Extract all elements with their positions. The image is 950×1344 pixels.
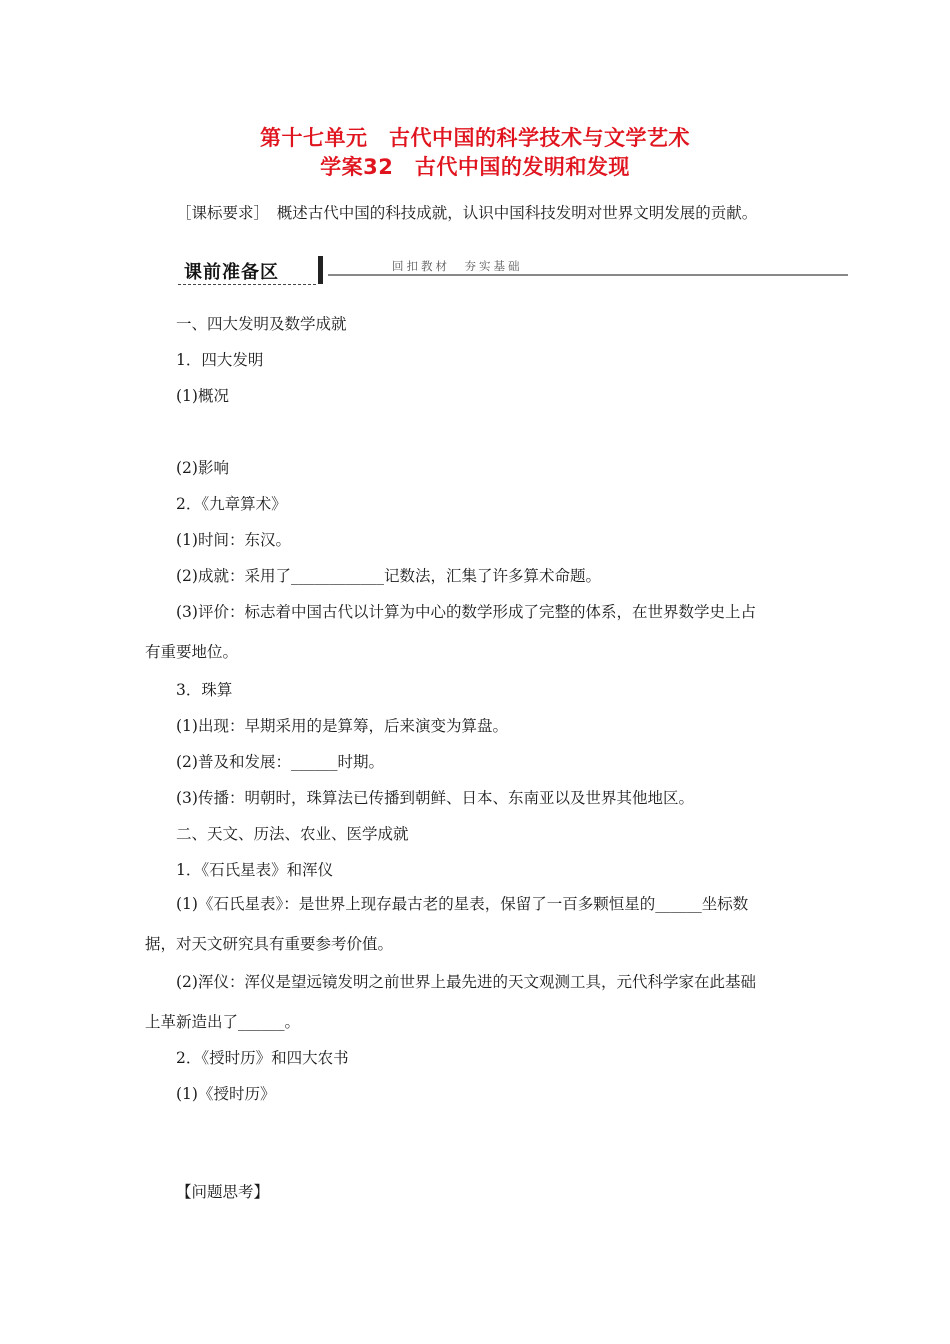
item-shoushi-calendar: (1)《授时历》 xyxy=(176,1085,276,1103)
item-influence: (2)影响 xyxy=(176,459,229,477)
item-popularization: (2)普及和发展：______时期。 xyxy=(176,753,384,771)
lesson-title: 学案32 古代中国的发明和发现 xyxy=(320,155,630,179)
subheading-calendar: 2．《授时历》和四大农书 xyxy=(176,1049,349,1067)
item-evaluation-cont: 有重要地位。 xyxy=(145,643,239,661)
item-appearance: (1)出现：早期采用的是算筹，后来演变为算盘。 xyxy=(176,717,508,735)
unit-title: 第十七单元 古代中国的科学技术与文学艺术 xyxy=(260,126,690,150)
heading-four-inventions-math: 一、四大发明及数学成就 xyxy=(176,315,347,333)
item-armillary-cont: 上革新造出了______。 xyxy=(145,1013,301,1031)
subheading-star-catalog: 1．《石氏星表》和浑仪 xyxy=(176,861,334,879)
subheading-abacus: 3．珠算 xyxy=(176,681,233,699)
banner-bar xyxy=(318,256,323,284)
banner-rule xyxy=(328,274,848,276)
heading-astronomy: 二、天文、历法、农业、医学成就 xyxy=(176,825,409,843)
item-armillary: (2)浑仪：浑仪是望远镜发明之前世界上最先进的天文观测工具，元代科学家在此基础 xyxy=(176,973,756,991)
question-thinking: 【问题思考】 xyxy=(176,1183,270,1201)
section-banner-subtitle: 回扣教材 夯实基础 xyxy=(392,259,523,273)
item-achievement: (2)成就：采用了____________记数法，汇集了许多算术命题。 xyxy=(176,567,601,585)
banner-underline xyxy=(178,284,316,285)
subheading-four-inventions: 1．四大发明 xyxy=(176,351,264,369)
item-time: (1)时间：东汉。 xyxy=(176,531,291,549)
section-banner xyxy=(178,254,848,288)
item-star-catalog-cont: 据，对天文研究具有重要参考价值。 xyxy=(145,935,394,953)
item-overview: (1)概况 xyxy=(176,387,229,405)
course-requirement: ［课标要求］ 概述古代中国的科技成就，认识中国科技发明对世界文明发展的贡献。 xyxy=(176,204,758,222)
section-banner-title: 课前准备区 xyxy=(184,262,279,283)
subheading-jiuzhang: 2．《九章算术》 xyxy=(176,495,287,513)
item-spread: (3)传播：明朝时，珠算法已传播到朝鲜、日本、东南亚以及世界其他地区。 xyxy=(176,789,694,807)
item-evaluation: (3)评价：标志着中国古代以计算为中心的数学形成了完整的体系，在世界数学史上占 xyxy=(176,603,756,621)
item-star-catalog: (1)《石氏星表》：是世界上现存最古老的星表，保留了一百多颗恒星的______坐标数 xyxy=(176,895,749,913)
